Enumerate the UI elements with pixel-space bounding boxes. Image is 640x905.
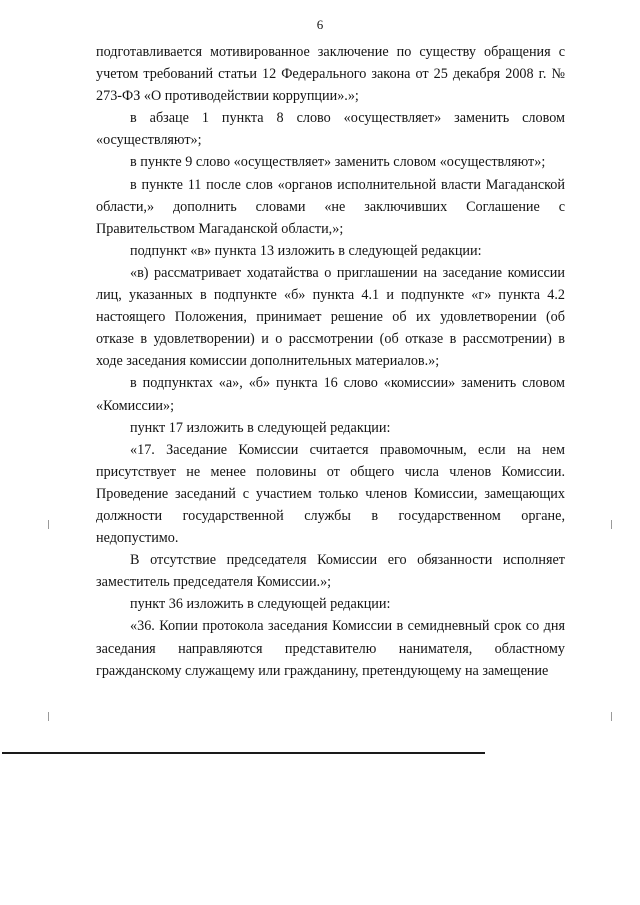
paragraph-item-17-intro: пункт 17 изложить в следующей редакции: xyxy=(130,419,391,436)
paragraph-item-36-text: «36. Копии протокола заседания Комиссии в семидневный срок со дня заседания направляются представителю нанимателя, областному гражданскому служащему или гражданину, претендующему на замещение xyxy=(96,618,565,679)
document-body xyxy=(96,41,565,682)
paragraph-item-16-amendment: в подпунктах «а», «б» пункта 16 слово «комиссии» заменить словом «Комиссии»; xyxy=(96,375,565,414)
scan-mark-left-upper xyxy=(48,520,49,529)
paragraph-item-36-intro: пункт 36 изложить в следующей редакции: xyxy=(130,596,391,613)
page-number: 6 xyxy=(316,17,324,32)
paragraph-item-11-amendment: в пункте 11 после слов «органов исполнительной власти Магаданской области,» дополнить словами «не заключивших Соглашение с Правительством Магаданской области,»; xyxy=(96,176,565,237)
paragraph-item-13-text: «в) рассматривает ходатайства о приглашении на заседание комиссии лиц, указанных в подпункте «б» пункта 4.1 и подпункте «г» пункта 4.2 настоящего Положения, принимает решение об их удовлетворении (об отказе в удовлетворении) и о рассмотрении (об отказе в рассмотрении) в ходе заседания комиссии дополнительных материалов.»; xyxy=(96,264,565,370)
scan-mark-left-lower xyxy=(48,712,49,721)
paragraph-item-17-deputy: В отсутствие председателя Комиссии его обязанности исполняет заместитель председателя Комиссии.»; xyxy=(96,552,565,591)
paragraph-conclusion-continuation: подготавливается мотивированное заключение по существу обращения с учетом требований статьи 12 Федерального закона от 25 декабря 2008 г. № 273-ФЗ «О противодействии коррупции».»; xyxy=(96,44,565,105)
paragraph-item-13-intro: подпункт «в» пункта 13 изложить в следующей редакции: xyxy=(130,242,482,259)
footer-divider xyxy=(2,752,485,754)
scan-mark-right-upper xyxy=(611,520,612,529)
scan-mark-right-lower xyxy=(611,712,612,721)
paragraph-item-8-amendment: в абзаце 1 пункта 8 слово «осуществляет» заменить словом «осуществляют»; xyxy=(96,110,565,149)
paragraph-item-9-amendment: в пункте 9 слово «осуществляет» заменить словом «осуществляют»; xyxy=(130,154,546,171)
paragraph-item-17-text: «17. Заседание Комиссии считается правомочным, если на нем присутствует не менее половины от общего числа членов Комиссии. Проведение заседаний с участием только членов Комиссии, замещающих должности государственной службы в государственном органе, недопустимо. xyxy=(96,441,565,547)
